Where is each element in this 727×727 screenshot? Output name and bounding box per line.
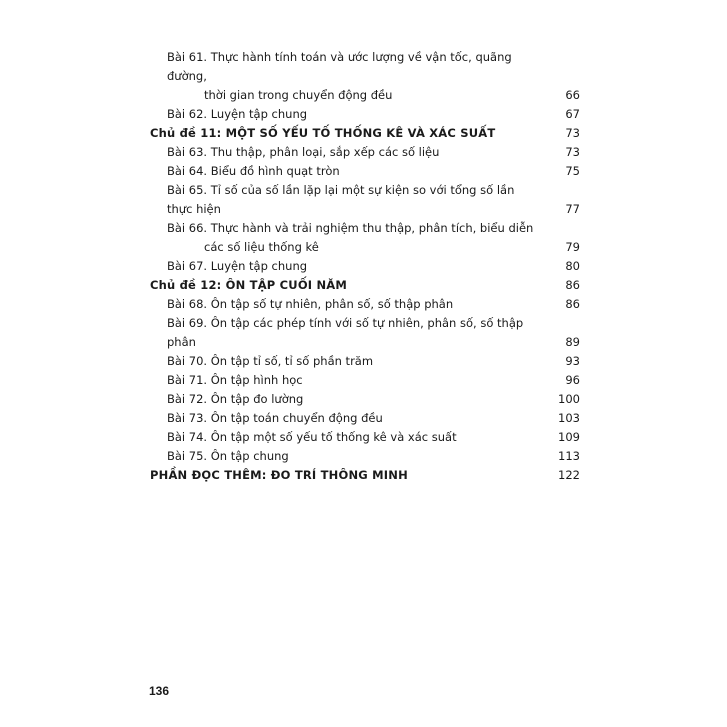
toc-page-number: 109 bbox=[558, 430, 580, 444]
toc-title-line: Bài 64. Biểu đồ hình quạt tròn bbox=[167, 164, 340, 178]
toc-entry-title bbox=[150, 466, 580, 485]
toc-entry bbox=[150, 390, 580, 409]
toc-entry bbox=[150, 181, 580, 219]
toc-entry bbox=[150, 409, 580, 428]
toc-entry bbox=[150, 143, 580, 162]
toc-title-line: Bài 70. Ôn tập tỉ số, tỉ số phần trăm bbox=[167, 354, 374, 368]
toc-chapter-heading bbox=[150, 124, 580, 143]
toc-title-line: Chủ đề 12: ÔN TẬP CUỐI NĂM bbox=[150, 278, 348, 292]
toc-title-line: Bài 67. Luyện tập chung bbox=[167, 259, 308, 273]
toc-title-line: Bài 75. Ôn tập chung bbox=[167, 449, 289, 463]
toc-entry-title bbox=[150, 48, 580, 105]
toc-chapter-heading bbox=[150, 466, 580, 485]
toc-page-number: 75 bbox=[565, 164, 580, 178]
toc-entry-title bbox=[150, 409, 580, 428]
toc-entry-title bbox=[150, 162, 580, 181]
toc-title-line: Chủ đề 11: MỘT SỐ YẾU TỐ THỐNG KÊ VÀ XÁC SUẤT bbox=[150, 126, 496, 140]
toc-entry bbox=[150, 48, 580, 105]
toc-entry-title bbox=[150, 181, 580, 219]
toc-page-number: 96 bbox=[565, 373, 580, 387]
toc-title-line: Bài 73. Ôn tập toán chuyển động đều bbox=[167, 411, 383, 425]
toc-entry-title bbox=[150, 352, 580, 371]
toc-page-number: 73 bbox=[565, 145, 580, 159]
toc-title-line: Bài 69. Ôn tập các phép tính với số tự nhiên, phân số, số thập phân bbox=[167, 316, 524, 349]
toc-title-line: Bài 74. Ôn tập một số yếu tố thống kê và xác suất bbox=[167, 430, 457, 444]
toc-page-number: 103 bbox=[558, 411, 580, 425]
toc-page-number: 79 bbox=[565, 240, 580, 254]
toc-entry-title bbox=[150, 105, 580, 124]
toc-page-number: 86 bbox=[565, 278, 580, 292]
toc-title-line: Bài 63. Thu thập, phân loại, sắp xếp các số liệu bbox=[167, 145, 440, 159]
toc-entry bbox=[150, 371, 580, 390]
toc-chapter-heading bbox=[150, 276, 580, 295]
toc-entry bbox=[150, 162, 580, 181]
toc-title-line: Bài 68. Ôn tập số tự nhiên, phân số, số thập phân bbox=[167, 297, 454, 311]
toc-title-continuation: thời gian trong chuyển động đều bbox=[204, 88, 393, 102]
page-number: 136 bbox=[149, 684, 170, 698]
toc-entry-title bbox=[150, 390, 580, 409]
toc-entry-title bbox=[150, 143, 580, 162]
toc-page-number: 122 bbox=[558, 468, 580, 482]
toc-title-line: Bài 65. Tỉ số của số lần lặp lại một sự kiện so với tổng số lần thực hiện bbox=[167, 183, 515, 216]
toc-entry-title bbox=[150, 219, 580, 257]
toc-entry bbox=[150, 352, 580, 371]
toc-page-number: 89 bbox=[565, 335, 580, 349]
toc-page-number: 77 bbox=[565, 202, 580, 216]
toc-title-continuation: các số liệu thống kê bbox=[204, 240, 319, 254]
toc-title-line: Bài 71. Ôn tập hình học bbox=[167, 373, 303, 387]
toc-page-number: 73 bbox=[565, 126, 580, 140]
toc-entry bbox=[150, 314, 580, 352]
toc-page-number: 93 bbox=[565, 354, 580, 368]
toc-title-line: Bài 66. Thực hành và trải nghiệm thu thập, phân tích, biểu diễn bbox=[167, 221, 534, 235]
toc-entry-title bbox=[150, 257, 580, 276]
toc-page-number: 67 bbox=[565, 107, 580, 121]
toc-page-number: 86 bbox=[565, 297, 580, 311]
toc-entry-title bbox=[150, 447, 580, 466]
toc-entry bbox=[150, 295, 580, 314]
toc-title-line: Bài 72. Ôn tập đo lường bbox=[167, 392, 304, 406]
toc-entry-title bbox=[150, 371, 580, 390]
toc-title-line: PHẦN ĐỌC THÊM: ĐO TRÍ THÔNG MINH bbox=[150, 468, 408, 482]
toc-entry-title bbox=[150, 314, 580, 352]
table-of-contents bbox=[150, 48, 580, 485]
toc-page-number: 113 bbox=[558, 449, 580, 463]
toc-title-line: Bài 62. Luyện tập chung bbox=[167, 107, 308, 121]
toc-entry-title bbox=[150, 276, 580, 295]
toc-entry bbox=[150, 447, 580, 466]
toc-page-number: 66 bbox=[565, 88, 580, 102]
toc-entry-title bbox=[150, 124, 580, 143]
toc-page-number: 80 bbox=[565, 259, 580, 273]
toc-page-number: 100 bbox=[558, 392, 580, 406]
toc-entry-title bbox=[150, 428, 580, 447]
toc-entry bbox=[150, 257, 580, 276]
toc-entry bbox=[150, 219, 580, 257]
toc-entry bbox=[150, 105, 580, 124]
toc-entry bbox=[150, 428, 580, 447]
toc-entry-title bbox=[150, 295, 580, 314]
toc-title-line: Bài 61. Thực hành tính toán và ước lượng về vận tốc, quãng đường, bbox=[167, 50, 512, 83]
